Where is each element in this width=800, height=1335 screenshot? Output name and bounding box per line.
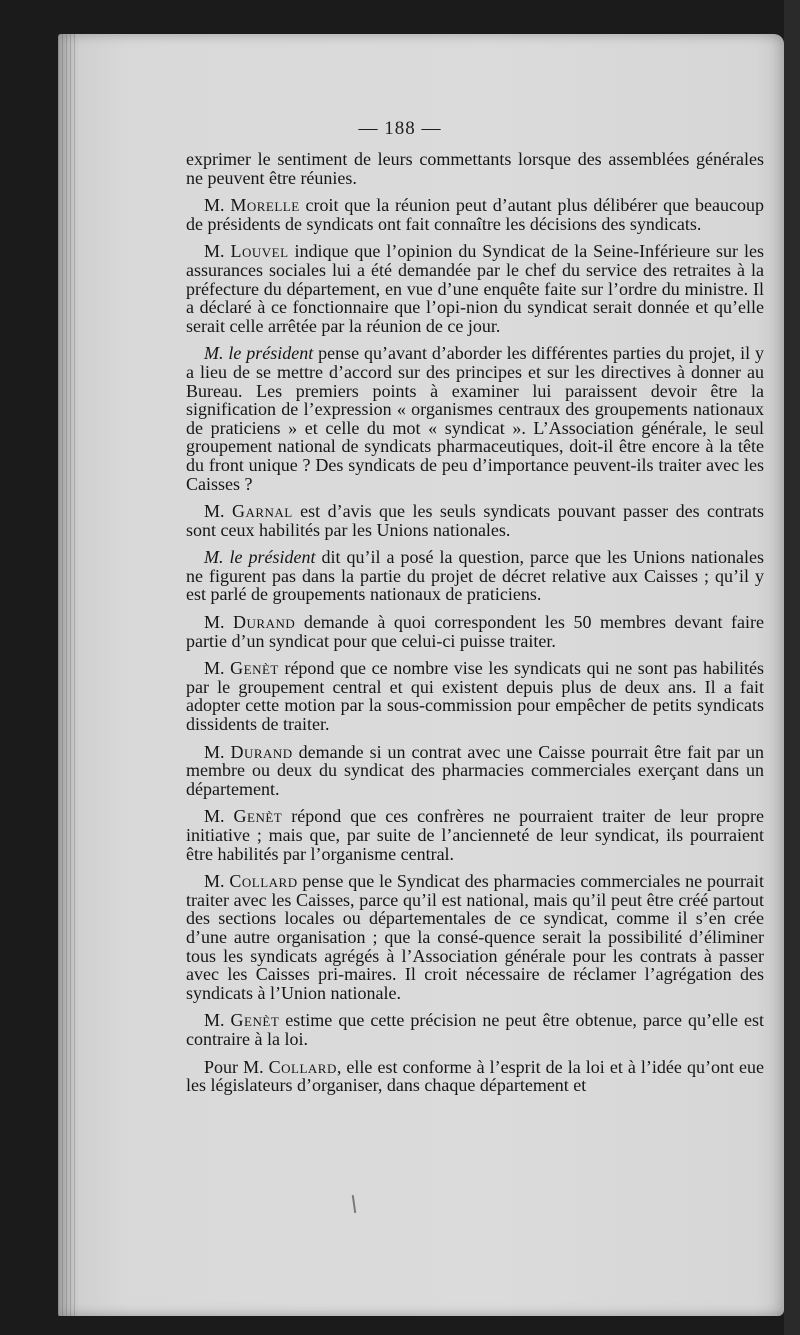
paragraph (186, 196, 764, 233)
paragraph (186, 150, 764, 187)
paragraph-text: estime que cette précision ne peut être obtenue, parce qu’elle est contraire à la loi. (186, 1010, 764, 1049)
paragraph (186, 502, 764, 539)
paragraph-text: répond que ce nombre vise les syndicats qui ne sont pas habilités par le groupement central et qui existent depuis plus de deux ans. Il a fait adopter cette motion par la sous-commission pour empêcher de petits syndicats dissidents de traiter. (186, 658, 764, 735)
speaker-prefix: Pour M. (204, 1056, 269, 1077)
paragraph (186, 659, 764, 733)
paragraph-text: répond que ces confrères ne pourraient traiter de leur propre initiative ; mais que, par suite de l’ancienneté de leur syndicat, ils pourraient être habilités par l’organisme central. (186, 806, 764, 864)
speaker-prefix: M. (204, 501, 232, 522)
speaker-name: Morelle (230, 195, 300, 216)
paragraph (186, 1011, 764, 1048)
speaker-name: Louvel (230, 241, 289, 262)
speaker-name: Genèt (230, 1010, 280, 1031)
speaker-prefix: M. (204, 871, 230, 892)
paragraph-text: pense que le Syndicat des pharmacies commerciales ne pourrait traiter avec les Caisses, parce qu’il est national, mais qu’il peut être créé partout des sections locales ou départementales de ce syndicat, comme il s’en crée d’une autre organisation ; que la consé-quence serait la possibilité d’éliminer tous les syndicats agrégés à l’Association générale pour les contrats à passer avec les Caisses pri-maires. Il croit nécessaire de réclamer l’agrégation des syndicats à l’Union nationale. (186, 871, 764, 1003)
next-page-edge (784, 0, 800, 1335)
body-text (186, 150, 764, 1104)
speaker-name: Durand (233, 612, 296, 633)
speaker-name: Collard (229, 871, 298, 892)
speaker-prefix: M. (204, 612, 234, 633)
speaker-prefix: M. (204, 658, 231, 679)
paragraph (186, 548, 764, 604)
paragraph-text: indique que l’opinion du Syndicat de la Seine-Inférieure sur les assurances sociales lui a été demandée par le chef du service des retraites à la préfecture du département, en vue d’une enquête faite sur l’ordre du ministre. Il a déclaré à ce fonctionnaire que l’opi-nion du syndicat serait donnée et qu’elle serait celle arrêtée par la réunion de ce jour. (186, 241, 764, 336)
paragraph (186, 344, 764, 493)
speaker-name: Collard (268, 1056, 337, 1077)
binding-gutter (58, 34, 78, 1316)
speaker-prefix: M. (204, 806, 234, 827)
speaker-name: Durand (230, 741, 293, 762)
paragraph-text: est d’avis que les seuls syndicats pouvant passer des contrats sont ceux habilités par les Unions nationales. (186, 501, 765, 540)
paragraph (186, 613, 764, 650)
paragraph-text: exprimer le sentiment de leurs commettants lorsque des assemblées générales ne peuvent être réunies. (186, 149, 764, 188)
speaker-name: Genèt (230, 658, 279, 679)
paragraph-text: pense qu’avant d’aborder les différentes parties du projet, il y a lieu de se mettre d’accord sur des principes et sur les directives à donner au Bureau. Les premiers points à examiner lui paraissent devoir être la signification de l’expression « organismes centraux des groupements nationaux de praticiens » et celle du mot « syndicat ». L’Association générale, le seul groupement national de syndicats pharmaceutiques, doit-il être encore à la tête du front unique ? Des syndicats de peu d’importance peuvent-ils traiter avec les Caisses ? (186, 343, 764, 494)
paragraph-text: croit que la réunion peut d’autant plus délibérer que beaucoup de présidents de syndicats ont fait connaître les décisions des syndicats. (186, 195, 764, 234)
speaker-prefix: M. (204, 741, 231, 762)
paragraph (186, 872, 764, 1002)
speaker-title: M. le président (204, 547, 316, 568)
speaker-prefix: M. (204, 195, 231, 216)
speaker-prefix: M. (204, 241, 231, 262)
paragraph-text: demande si un contrat avec une Caisse pourrait être fait par un membre ou deux du syndicat des pharmacies commerciales exerçant dans un département. (186, 741, 764, 799)
speaker-prefix: M. (204, 1010, 231, 1031)
paragraph-text: demande à quoi correspondent les 50 membres devant faire partie d’un syndicat pour que celui-ci puisse traiter. (186, 612, 764, 651)
speaker-title: M. le président (204, 343, 314, 364)
paragraph (186, 1058, 764, 1095)
paragraph-text: dit qu’il a posé la question, parce que les Unions nationales ne figurent pas dans la partie du projet de décret relative aux Caisses ; qu’il y est parlé de groupements nationaux de praticiens. (186, 547, 764, 605)
paragraph (186, 807, 764, 863)
paragraph (186, 743, 764, 799)
paragraph-text: , elle est conforme à l’esprit de la loi et à l’idée qu’ont eue les législateurs d’organiser, dans chaque département et (186, 1056, 765, 1096)
paragraph (186, 242, 764, 335)
page-number: — 188 — (358, 118, 442, 139)
speaker-name: Genèt (233, 806, 283, 827)
speaker-name: Garnal (231, 501, 293, 522)
